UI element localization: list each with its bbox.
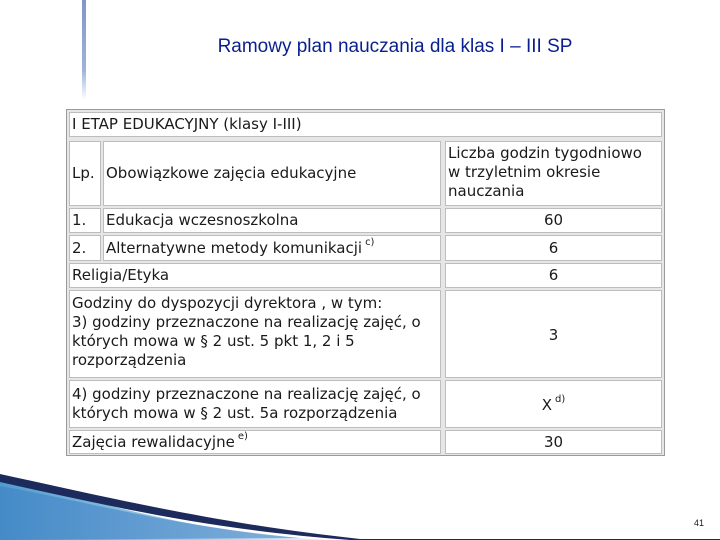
director-block	[69, 290, 441, 378]
director-hours	[445, 290, 662, 378]
revalidation-hours-text: 30	[543, 433, 564, 451]
religion-hours-text: 6	[548, 266, 559, 284]
religion-label-text: Religia/Etyka	[72, 266, 170, 284]
row1-lp	[69, 208, 101, 233]
row2-lp-text: 2.	[72, 239, 87, 257]
stage-header	[69, 112, 662, 137]
row2-footnote: c)	[365, 237, 375, 248]
director-line1: Godziny do dyspozycji dyrektora , w tym:	[72, 294, 383, 312]
row2-subject	[103, 235, 441, 261]
row1-subject-text: Edukacja wczesnoszkolna	[106, 211, 299, 229]
stage-header-text: I ETAP EDUKACYJNY (klasy I-III)	[72, 115, 302, 133]
item4-hours	[445, 380, 662, 428]
row2-subject-text: Alternatywne metody komunikacji	[106, 239, 363, 257]
row2-lp	[69, 235, 101, 261]
revalidation-label-text: Zajęcia rewalidacyjne	[72, 433, 235, 451]
religion-label	[69, 263, 441, 288]
curriculum-table	[66, 109, 665, 456]
header-lp	[69, 141, 101, 206]
religion-hours	[445, 263, 662, 288]
row1-lp-text: 1.	[72, 211, 87, 229]
header-hours-line2: w trzyletnim okresie	[448, 163, 601, 181]
row1-hours	[445, 208, 662, 233]
row1-hours-text: 60	[543, 211, 564, 229]
slide-title: Ramowy plan nauczania dla klas I – III SP	[217, 36, 573, 57]
wave-decoration	[0, 440, 720, 540]
header-hours-line1: Liczba godzin tygodniowo	[448, 144, 642, 162]
item4-line1: 4) godziny przeznaczone na realizację zajęć, o	[72, 385, 421, 403]
director-hours-text: 3	[548, 326, 559, 344]
header-hours	[445, 141, 662, 206]
item4-line2: których mowa w § 2 ust. 5a rozporządzenia	[72, 404, 398, 422]
page-number: 41	[693, 518, 704, 528]
director-line3: których mowa w § 2 ust. 5 pkt 1, 2 i 5	[72, 332, 355, 350]
row1-subject	[103, 208, 441, 233]
director-line2: 3) godziny przeznaczone na realizację zajęć, o	[72, 313, 421, 331]
item4-hours-text: X	[541, 396, 553, 414]
director-line4: rozporządzenia	[72, 351, 187, 369]
row2-hours	[445, 235, 662, 261]
item4-footnote: d)	[555, 394, 566, 405]
header-lp-text: Lp.	[72, 164, 95, 182]
header-subject	[103, 141, 441, 206]
row2-hours-text: 6	[548, 239, 559, 257]
header-subject-text: Obowiązkowe zajęcia edukacyjne	[106, 164, 357, 182]
item4-block	[69, 380, 441, 428]
header-hours-line3: nauczania	[448, 182, 525, 200]
revalidation-footnote: e)	[237, 431, 248, 442]
